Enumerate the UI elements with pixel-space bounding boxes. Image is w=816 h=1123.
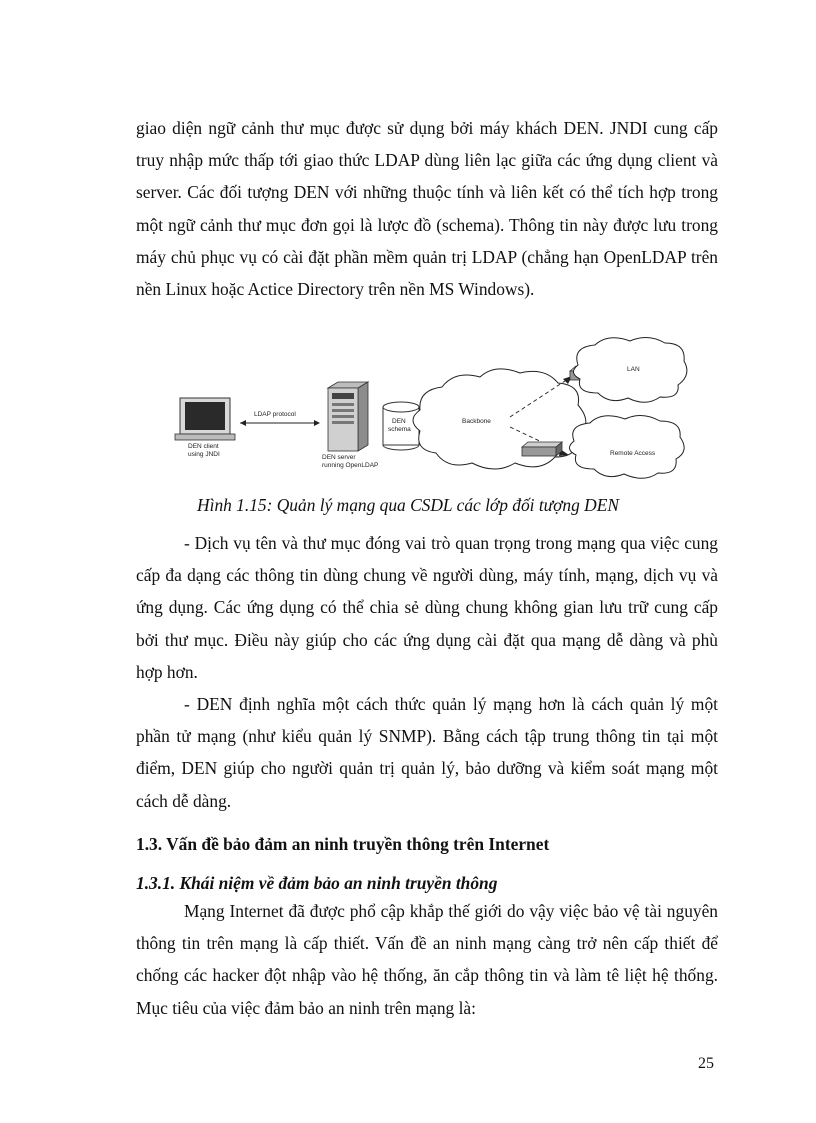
ldap-arrow bbox=[240, 420, 320, 426]
paragraph-internet-security: Mạng Internet đã được phổ cập khắp thế giới do vậy việc bảo vệ tài nguyên thông tin trên mạng là cấp thiết. Vấn đề an ninh mạng càng trở nên cấp thiết để chống các hacker đột nhập vào hệ thống, ăn cắp thông tin và làm tê liệt hệ thống. Mục tiêu của việc đảm bảo an ninh trên mạng là: bbox=[136, 901, 718, 1018]
paragraph-naming-service: - Dịch vụ tên và thư mục đóng vai trò quan trọng trong mạng qua việc cung cấp đa dạng các thông tin dùng chung về người dùng, máy tính, mạng, dịch vụ và ứng dụng. Các ứng dụng có thể chia sẻ dùng chung không gian lưu trữ cung cấp bởi thư mục. Điều này giúp cho các ứng dụng cài đặt qua mạng dễ dàng và phù hợp hơn. bbox=[136, 533, 718, 682]
remote-access-label: Remote Access bbox=[610, 450, 656, 457]
paragraph-jndi-ldap: giao diện ngữ cảnh thư mục được sử dụng bởi máy khách DEN. JNDI cung cấp truy nhập mức thấp tới giao thức LDAP dùng liên lạc giữa các ứng dụng client và server. Các đối tượng DEN với những thuộc tính và liên kết có thể tích hợp trong một ngữ cảnh thư mục đơn gọi là lược đồ (schema). Thông tin này được lưu trong máy chủ phục vụ có cài đặt phần mềm quản trị LDAP (chẳng hạn OpenLDAP trên nền Linux hoặc Actice Directory trên nền MS Windows). bbox=[136, 118, 718, 300]
diagram-svg bbox=[170, 335, 690, 490]
client-label-1: DEN client bbox=[188, 443, 219, 450]
subsection-heading: 1.3.1. Khái niệm về đảm bảo an ninh truyền thông bbox=[136, 873, 498, 893]
server-label-1: DEN server bbox=[322, 454, 356, 461]
paragraph-den-management: - DEN định nghĩa một cách thức quản lý mạng hơn là cách quản lý một phần tử mạng (như kiểu quản lý SNMP). Bằng cách tập trung thông tin tại một điểm, DEN giúp cho người quản trị quản lý, bảo dưỡng và kiểm soát mạng một cách dễ dàng. bbox=[136, 694, 718, 811]
page-number: 25 bbox=[698, 1055, 714, 1072]
router-remote-icon bbox=[522, 442, 562, 456]
remote-access-cloud bbox=[569, 415, 684, 478]
lan-label: LAN bbox=[627, 366, 640, 373]
client-label-2: using JNDI bbox=[188, 451, 220, 458]
protocol-label: LDAP protocol bbox=[254, 411, 296, 418]
figure-caption: Hình 1.15: Quản lý mạng qua CSDL các lớp đối tượng DEN bbox=[197, 495, 619, 515]
schema-label-2: schema bbox=[388, 426, 411, 433]
server-label-2: running OpenLDAP bbox=[322, 462, 379, 469]
backbone-label: Backbone bbox=[462, 418, 491, 425]
section-heading: 1.3. Vấn đề bảo đảm an ninh truyền thông trên Internet bbox=[136, 834, 550, 854]
den-network-diagram bbox=[170, 335, 690, 490]
server-icon bbox=[328, 382, 368, 451]
client-computer-icon bbox=[175, 398, 235, 440]
schema-label-1: DEN bbox=[392, 418, 406, 425]
